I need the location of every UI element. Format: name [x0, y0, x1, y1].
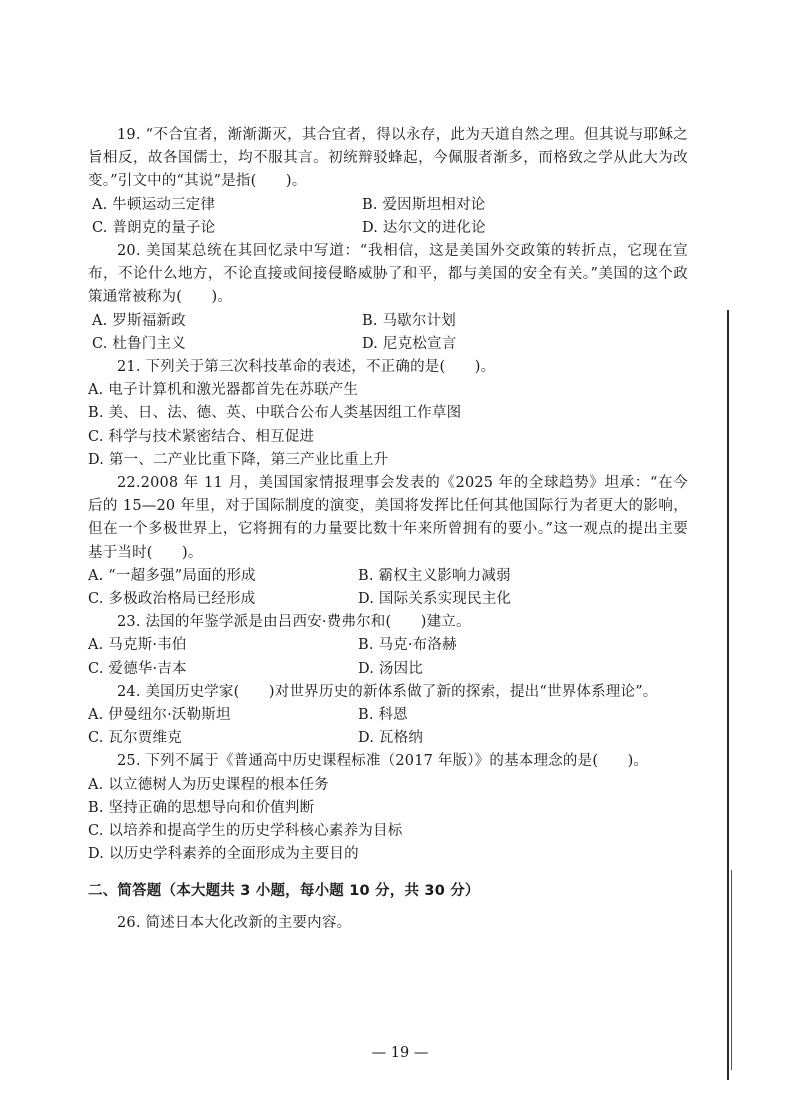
question-23-stem: 23. 法国的年鉴学派是由吕西安·费弗尔和( )建立。 — [117, 614, 471, 631]
question-23-option-c: C. 爱德华·吉本 — [88, 660, 187, 677]
question-24-options-row-2 — [88, 727, 688, 750]
question-24-stem: 24. 美国历史学家( )对世界历史的新体系做了新的探索，提出“世界体系理论”。 — [117, 683, 658, 700]
question-19-option-a: A. 牛顿运动三定律 — [92, 196, 216, 213]
scan-gap-mark — [727, 298, 729, 310]
question-20-option-b: B. 马歇尔计划 — [362, 312, 456, 329]
question-20-option-d: D. 尼克松宣言 — [362, 335, 457, 352]
section-2-title: 二、简答题（本大题共 3 小题，每小题 10 分，共 30 分） — [88, 882, 480, 899]
question-25-option-d: D. 以历史学科素养的全面形成为主要目的 — [88, 846, 359, 863]
question-24-option-b: B. 科恩 — [358, 707, 408, 724]
question-19-option-b: B. 爱因斯坦相对论 — [362, 196, 486, 213]
question-23-option-d: D. 汤因比 — [358, 660, 424, 677]
scan-binding-edge-shadow — [731, 870, 732, 1070]
question-20-option-c: C. 杜鲁门主义 — [92, 335, 186, 352]
question-20-options-row-2 — [88, 333, 688, 356]
question-22-stem: 22.2008 年 11 月，美国国家情报理事会发表的《2025 年的全球趋势》坦承：“在今后的 15—20 年里，对于国际制度的演变，美国将发挥比任何其他国际行为者更大的影响，但在一个多极世界上，它将拥有的力量要比数十年来所曾拥有的要小。”这一观点的提出主要基于当时( )。 — [88, 475, 688, 561]
question-19-options-row-2 — [88, 217, 688, 240]
question-23-options-row-1 — [88, 634, 688, 657]
question-24-option-c: C. 瓦尔贾维克 — [88, 730, 182, 747]
question-24-option-a: A. 伊曼纽尔·沃勒斯坦 — [88, 707, 231, 724]
question-24-option-d: D. 瓦格纳 — [358, 730, 424, 747]
question-22-option-a: A. “一超多强”局面的形成 — [88, 567, 256, 584]
question-25-option-c: C. 以培养和提高学生的历史学科核心素养为目标 — [88, 823, 403, 840]
question-22-options-row-2 — [88, 588, 688, 611]
question-25-stem: 25. 下列不属于《普通高中历史课程标准（2017 年版）》的基本理念的是( )。 — [117, 753, 649, 770]
question-21-option-c: C. 科学与技术紧密结合、相互促进 — [88, 428, 315, 445]
question-19-option-d: D. 达尔文的进化论 — [362, 219, 486, 236]
question-21-option-a: A. 电子计算机和激光器都首先在苏联产生 — [88, 382, 359, 399]
question-24-options-row-1 — [88, 704, 688, 727]
question-23-option-b: B. 马克·布洛赫 — [358, 637, 457, 654]
scan-binding-edge-line — [727, 298, 729, 1080]
question-25-option-a: A. 以立德树人为历史课程的根本任务 — [88, 776, 329, 793]
question-20-options-row-1 — [88, 310, 688, 333]
exam-content — [88, 124, 688, 935]
question-22-option-c: C. 多极政治格局已经形成 — [88, 591, 256, 608]
question-19-options-row-1 — [88, 194, 688, 217]
page-number: — 19 — — [371, 1045, 429, 1061]
question-26-stem: 26. 简述日本大化改新的主要内容。 — [117, 914, 352, 931]
question-19-option-c: C. 普朗克的量子论 — [92, 219, 216, 236]
question-20-option-a: A. 罗斯福新政 — [92, 312, 186, 329]
question-22-options-row-1 — [88, 565, 688, 588]
question-21-option-d: D. 第一、二产业比重下降，第三产业比重上升 — [88, 451, 389, 468]
question-20-stem: 20. 美国某总统在其回忆录中写道：“我相信，这是美国外交政策的转折点，它现在宣布，不论什么地方，不论直接或间接侵略威胁了和平，都与美国的安全有关。”美国的这个政策通常被称为( )。 — [88, 243, 688, 306]
question-23-option-a: A. 马克斯·韦伯 — [88, 637, 187, 654]
question-21-option-b: B. 美、日、法、德、英、中联合公布人类基因组工作草图 — [88, 405, 462, 422]
question-22-option-b: B. 霸权主义影响力减弱 — [358, 567, 511, 584]
question-21-stem: 21. 下列关于第三次科技革命的表述，不正确的是( )。 — [117, 359, 496, 376]
question-25-option-b: B. 坚持正确的思想导向和价值判断 — [88, 799, 315, 816]
question-22-option-d: D. 国际关系实现民主化 — [358, 591, 512, 608]
question-19-stem: 19. “不合宜者，渐渐澌灭，其合宜者，得以永存，此为天道自然之理。但其说与耶稣之旨相反，故各国儒士，均不服其言。初统辩驳蜂起，今佩服者渐多，而格致之学从此大为改变。”引文中的“其说”是指( )。 — [88, 127, 688, 190]
question-23-options-row-2 — [88, 658, 688, 681]
